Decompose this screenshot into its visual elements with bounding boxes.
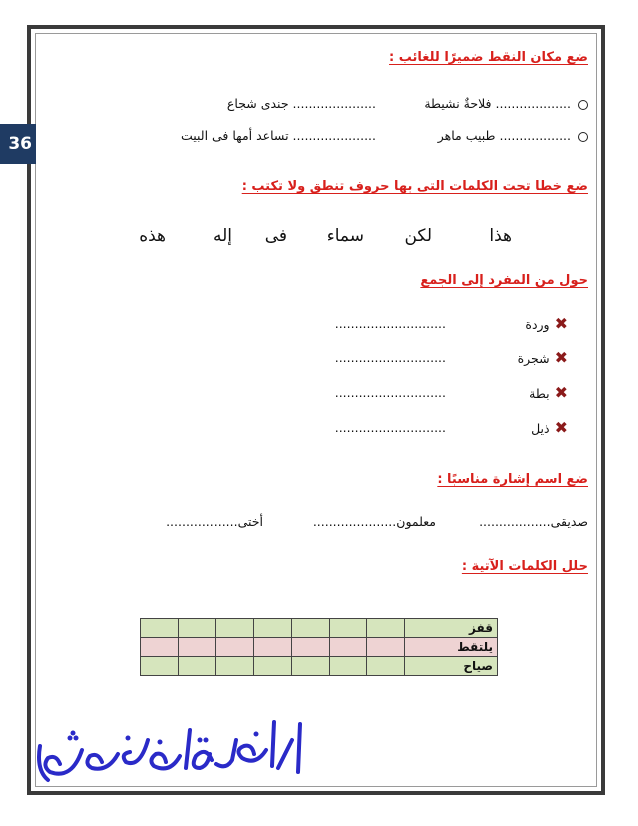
table-row: [141, 619, 498, 638]
page-number: 36: [8, 134, 32, 154]
table-row: [141, 638, 498, 657]
blank-dots[interactable]: ..................: [499, 128, 571, 143]
blank-dots[interactable]: .....................: [292, 96, 376, 111]
section2-heading: ضع خطا تحت الكلمات التى بها حروف تنطق ولا تكتب :: [241, 179, 588, 194]
x-mark-icon: ✖: [554, 383, 568, 402]
blank-dots[interactable]: ...................: [495, 96, 571, 111]
word-1[interactable]: هذا: [489, 226, 512, 246]
phrase: فلاحةٌ نشيطة: [424, 96, 492, 111]
phrase: تساعد أمها فى البيت: [180, 128, 289, 143]
section4-item-3: [166, 514, 263, 529]
section3-item-3: [529, 383, 568, 402]
table-cell[interactable]: [216, 619, 254, 638]
table-cell[interactable]: [216, 657, 254, 676]
table-row: [141, 657, 498, 676]
phrase: جندى شجاع: [226, 96, 289, 111]
word-2[interactable]: لكن: [404, 226, 432, 246]
table-cell[interactable]: [141, 619, 179, 638]
table-cell[interactable]: [291, 657, 329, 676]
section4-heading: ضع اسم إشارة مناسبًا :: [437, 472, 588, 487]
phrase: معلمون: [396, 514, 436, 529]
page-number-tab: [0, 124, 36, 164]
phrase: صديقى: [550, 514, 588, 529]
section1-heading: ضع مكان النقط ضميرًا للغائب :: [389, 50, 588, 65]
blank-dots[interactable]: ..................: [479, 514, 551, 529]
table-cell-word: قفز: [405, 619, 498, 638]
table-cell[interactable]: [141, 638, 179, 657]
section3-item-1: [525, 314, 568, 333]
blank-dots[interactable]: ..................: [166, 514, 238, 529]
section3-answer-1[interactable]: ............................: [334, 316, 446, 331]
table-cell[interactable]: [254, 638, 292, 657]
x-mark-icon: ✖: [554, 348, 568, 367]
circle-bullet-icon: [578, 132, 588, 142]
singular-word: بطة: [529, 386, 550, 401]
word-6[interactable]: هذه: [139, 226, 166, 246]
table-cell[interactable]: [329, 657, 367, 676]
parsing-table: [140, 618, 498, 676]
singular-word: ذيل: [531, 421, 550, 436]
blank-dots[interactable]: .....................: [312, 514, 397, 529]
singular-word: وردة: [525, 317, 550, 332]
section4-item-2: [313, 514, 436, 529]
table-cell[interactable]: [291, 638, 329, 657]
singular-word: شجرة: [517, 351, 550, 366]
x-mark-icon: ✖: [554, 418, 568, 437]
table-cell[interactable]: [178, 619, 216, 638]
table-cell[interactable]: [367, 638, 405, 657]
section3-answer-3[interactable]: ............................: [334, 385, 446, 400]
table-cell[interactable]: [216, 638, 254, 657]
word-3[interactable]: سماء: [326, 226, 364, 246]
section3-item-2: [518, 348, 568, 367]
table-cell[interactable]: [329, 619, 367, 638]
table-cell[interactable]: [141, 657, 179, 676]
section3-heading: حول من المفرد إلى الجمع: [420, 273, 588, 288]
table-cell[interactable]: [329, 638, 367, 657]
section3-answer-4[interactable]: ............................: [334, 420, 446, 435]
word-5[interactable]: إله: [212, 226, 232, 246]
table-cell[interactable]: [291, 619, 329, 638]
section1-item-4: [181, 128, 376, 143]
table-cell-word: يلتقط: [405, 638, 498, 657]
table-cell[interactable]: [367, 657, 405, 676]
table-cell-word: صياح: [405, 657, 498, 676]
section1-item-1: [424, 96, 588, 111]
table-cell[interactable]: [178, 638, 216, 657]
table-cell[interactable]: [254, 657, 292, 676]
table-cell[interactable]: [178, 657, 216, 676]
blank-dots[interactable]: .....................: [292, 128, 376, 143]
circle-bullet-icon: [578, 100, 588, 110]
section3-answer-2[interactable]: ............................: [334, 350, 446, 365]
word-4[interactable]: فى: [264, 226, 287, 246]
section5-heading: حلل الكلمات الآتية :: [461, 559, 588, 574]
section1-item-3: [438, 128, 588, 143]
table-cell[interactable]: [254, 619, 292, 638]
section3-item-4: [531, 418, 568, 437]
phrase: أختى: [237, 514, 263, 529]
signature-calligraphy: [30, 710, 330, 790]
section4-item-1: [479, 514, 588, 529]
section1-item-2: [227, 96, 376, 111]
x-mark-icon: ✖: [554, 314, 568, 333]
phrase: طبيب ماهر: [437, 128, 496, 143]
table-cell[interactable]: [367, 619, 405, 638]
